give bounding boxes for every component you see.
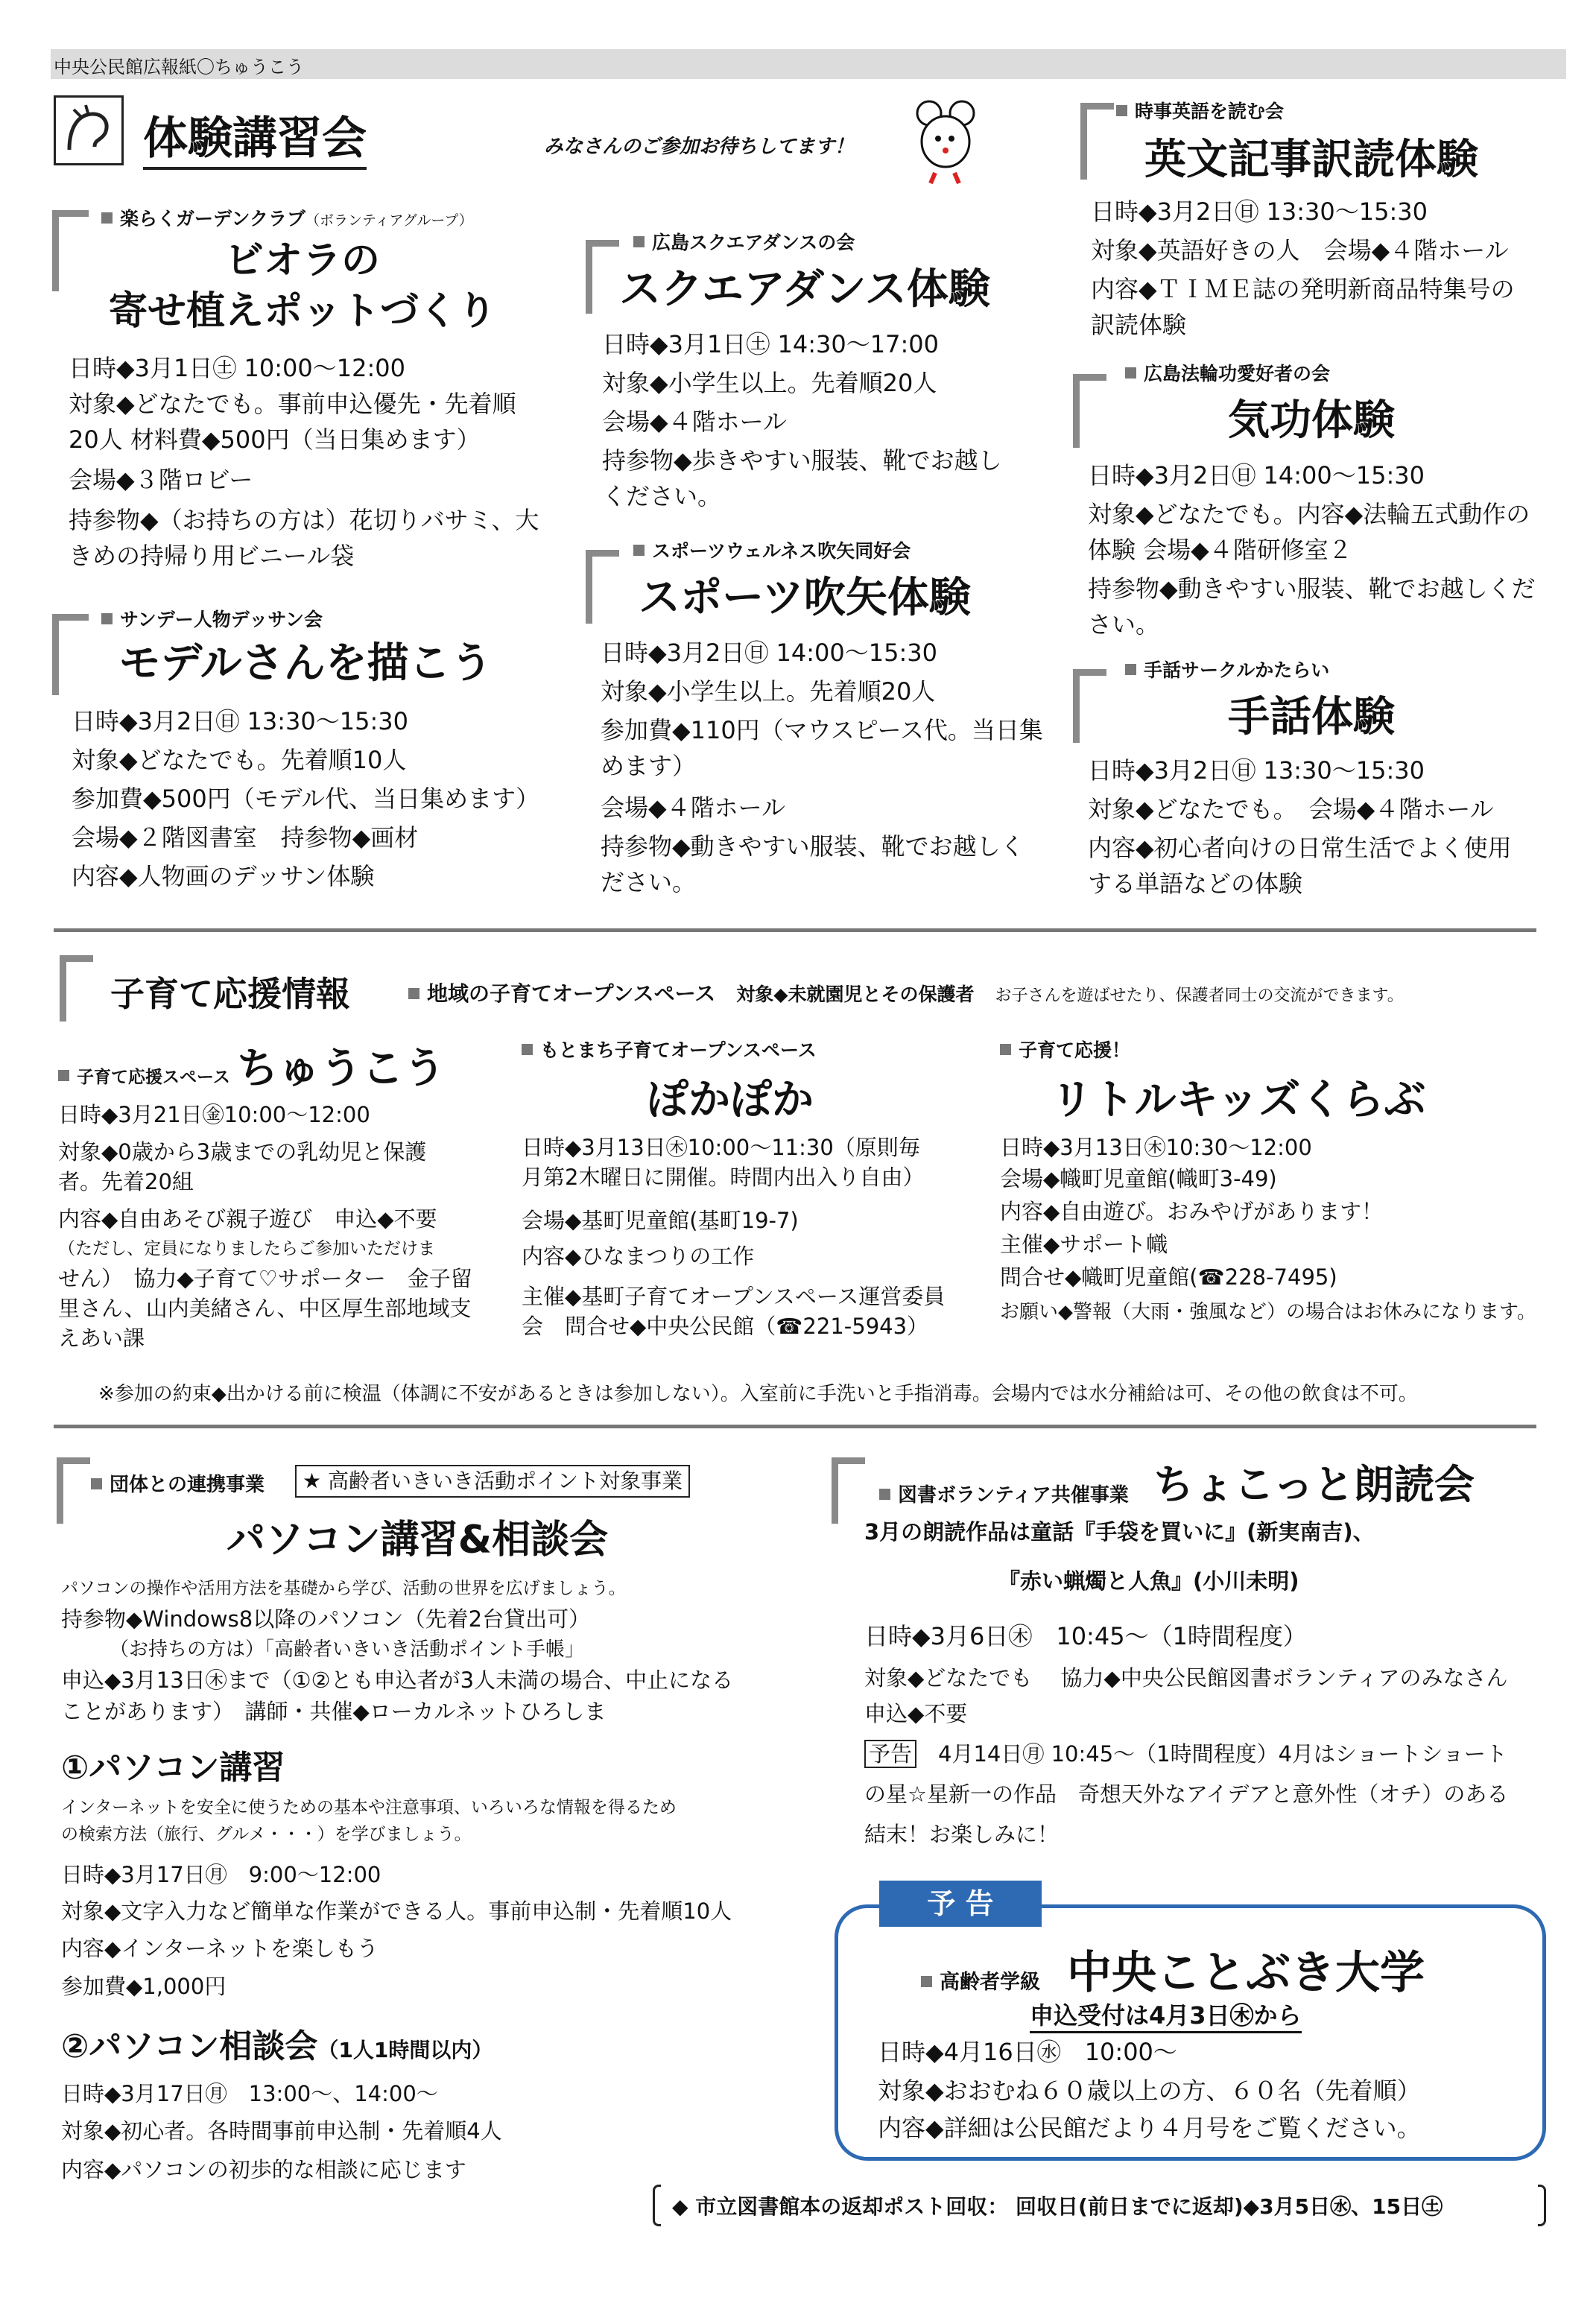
event-title: モデルさんを描こう	[118, 639, 493, 688]
event-details: 日時◆3月2日㊐ 14:00〜15:30 対象◆小学生以上。先着順20人 参加費◆110円（マウスピース代。当日集 めます） 会場◆４階ホール 持参物◆動きやすい服装、靴でお越しく ださい。	[601, 639, 1043, 896]
event-org: 時事英語を読む会	[1116, 97, 1284, 124]
pc-title: パソコン講習&相談会	[226, 1518, 609, 1562]
greeting-text: みなさんのご参加お待ちしてます！	[544, 136, 855, 158]
event-title: スポーツ吹矢体験	[639, 574, 971, 622]
kotobuki-kicker: 高齢者学級	[921, 1966, 1040, 1995]
event-title: スクエアダンス体験	[619, 265, 990, 314]
pc-kicker: 団体との連携事業	[91, 1469, 265, 1497]
reading-details: 3月の朗読作品は童話『手袋を買いに』(新実南吉)、 『赤い蝋燭と人魚』(小川未明) 日時◆3月6日㊍ 10:45〜（1時間程度） 対象◆どなたでも 協力◆中央公民館図書ボランティアのみなさん 申込◆不要 予告 4月14日㊊ 10:45〜（1時間程度）4月はショートショート の星☆星新一の作品 奇想天外なアイデアと意外性（オチ）のある 結末！お楽しみに！	[864, 1519, 1509, 1847]
event-org: スポーツウェルネス吹矢同好会	[633, 536, 911, 563]
kotobuki-title: 中央ことぶき大学	[1067, 1947, 1425, 1999]
kotobuki-details: 日時◆4月16日㊌ 10:00〜 対象◆おおむね６０歳以上の方、６０名（先着順） 内容◆詳細は公民館だより４月号をご覧ください。	[878, 2038, 1421, 2142]
event-details: 日時◆3月2日㊐ 13:30〜15:30 対象◆英語好きの人 会場◆４階ホール 内容◆ＴＩＭＥ誌の発明新商品特集号の 訳読体験	[1091, 197, 1515, 339]
event-details: 日時◆3月2日㊐ 13:30〜15:30 対象◆どなたでも。 会場◆４階ホール 内容◆初心者向けの日常生活でよく使用 する単語などの体験	[1088, 756, 1512, 898]
section-title-childcare: 子育て応援情報	[110, 974, 350, 1014]
footer-return-post: ◆ 市立図書館本の返却ポスト回収： 回収日(前日までに返却)◆3月5日㊌、15日㊏	[672, 2194, 1443, 2219]
section-icon	[54, 95, 124, 165]
event-details: 日時◆3月2日㊐ 13:30〜15:30 対象◆どなたでも。先着順10人 参加費◆500円（モデル代、当日集めます） 会場◆２階図書室 持参物◆画材 内容◆人物画のデッサン体験	[72, 707, 540, 890]
event-org: 広島スクエアダンスの会	[633, 228, 855, 255]
header-bar	[51, 49, 1566, 79]
event-org: サンデー人物デッサン会	[101, 605, 323, 632]
event-title: 英文記事訳読体験	[1144, 136, 1478, 184]
event-details: 日時◆3月1日㊏ 10:00〜12:00 対象◆どなたでも。事前申込優先・先着順 20人 材料費◆500円（当日集めます） 会場◆３階ロビー 持参物◆（お持ちの方は）花切りバサミ、大 きめの持帰り用ビニール袋	[69, 354, 539, 570]
childcare-subtitle: 地域の子育てオープンスペース 対象◆未就園児とその保護者 お子さんを遊ばせたり、保護者同士の交流ができます。	[408, 978, 1404, 1007]
event-title: ビオラの 寄せ植えポットづくり	[108, 238, 496, 334]
space-chuko: 子育て応援スペース ちゅうこう 日時◆3月21日㊎10:00〜12:00 対象◆0歳から3歳までの乳幼児と保護 者。先着20組 内容◆自由あそび親子遊び 申込◆不要 （ただし、定員になりましたらご参加いただけま せん） 協力◆子育て♡サポーター 金子留 里さん、山内美緒さん、中区厚生部地域支 えあい課	[58, 1045, 472, 1351]
event-org: 手話サークルかたらい	[1125, 656, 1329, 682]
paper-name: 中央公民館広報紙〇ちゅうこう	[54, 57, 304, 77]
participation-promise: ※参加の約束◆出かける前に検温（体調に不安があるときは参加しない）。入室前に手洗いと手指消毒。会場内では水分補給は可、その他の飲食は不可。	[98, 1383, 1418, 1405]
bracket	[832, 1457, 865, 1524]
notice-label: 予告	[864, 1740, 916, 1768]
event-org: 広島法輪功愛好者の会	[1125, 359, 1330, 386]
pc-details: パソコンの操作や活用方法を基礎から学び、活動の世界を広げましょう。 持参物◆Windows8以降のパソコン（先着2台貸出可） （お持ちの方は）「高齢者いきいき活動ポイント手帳」 申込◆3月13日㊍まで（①②とも申込者が3人未満の場合、中止になる ことがあります） 講師・共催◆ローカルネットひろしま ①パソコン講習 インターネットを安全に使うための基本や注意事項、いろいろな情報を得るため の検索方法（旅行、グルメ・・・）を学びましょう。 日時◆3月17日㊊ 9:00〜12:00 対象◆文字入力など簡単な作業ができる人。事前申込制・先着順10人 内容◆インターネットを楽しもう 参加費◆1,000円 ②パソコン相談会（1人1時間以内） 日時◆3月17日㊊ 13:00〜、14:00〜 対象◆初心者。各時間事前申込制・先着順4人 内容◆パソコンの初歩的な相談に応じます	[61, 1579, 734, 2182]
footer-bracket-left	[653, 2185, 661, 2226]
bracket	[60, 955, 93, 1022]
space-little-kids: 子育て応援！ リトルキッズくらぶ 日時◆3月13日㊍10:30〜12:00 会場◆幟町児童館(幟町3-49) 内容◆自由遊び。おみやげがあります！ 主催◆サポート幟 問合せ◆幟町児童館(☎228-7495) お願い◆警報（大雨・強風など）の場合はお休みになります。	[1000, 1039, 1536, 1323]
event-org: 楽らくガーデンクラブ（ボランティアグループ）	[101, 204, 473, 231]
reading-title: ちょこっと朗読会	[1153, 1461, 1475, 1508]
space-pokapoka: もとまち子育てオープンスペース ぽかぽか 日時◆3月13日㊍10:00〜11:30（原則毎 月第2木曜日に開催。時間内出入り自由） 会場◆基町児童館(基町19-7) 内容◆ひなまつりの工作 主催◆基町子育てオープンスペース運営委員 会 問合せ◆中央公民館（☎221-5943）	[522, 1039, 946, 1339]
event-title: 手話体験	[1228, 693, 1395, 741]
point-badge: ★ 高齢者いきいき活動ポイント対象事業	[295, 1465, 690, 1498]
kotobuki-apply: 申込受付は4月3日㊍から	[1030, 1997, 1302, 2033]
notice-tab: 予 告	[879, 1881, 1042, 1927]
footer-bracket-right	[1538, 2185, 1546, 2226]
divider	[54, 928, 1536, 932]
event-details: 日時◆3月1日㊏ 14:30〜17:00 対象◆小学生以上。先着順20人 会場◆４階ホール 持参物◆歩きやすい服装、靴でお越し ください。	[602, 330, 1002, 510]
event-title: 気功体験	[1228, 396, 1395, 445]
mascot-mouse	[913, 95, 980, 192]
event-details: 日時◆3月2日㊐ 14:00〜15:30 対象◆どなたでも。内容◆法輪五式動作の 体験 会場◆４階研修室２ 持参物◆動きやすい服装、靴でお越しくだ さい。	[1088, 461, 1536, 639]
reading-kicker: 図書ボランティア共催事業	[879, 1480, 1129, 1507]
section-title-experience: 体験講習会	[143, 103, 367, 170]
divider	[54, 1425, 1536, 1428]
